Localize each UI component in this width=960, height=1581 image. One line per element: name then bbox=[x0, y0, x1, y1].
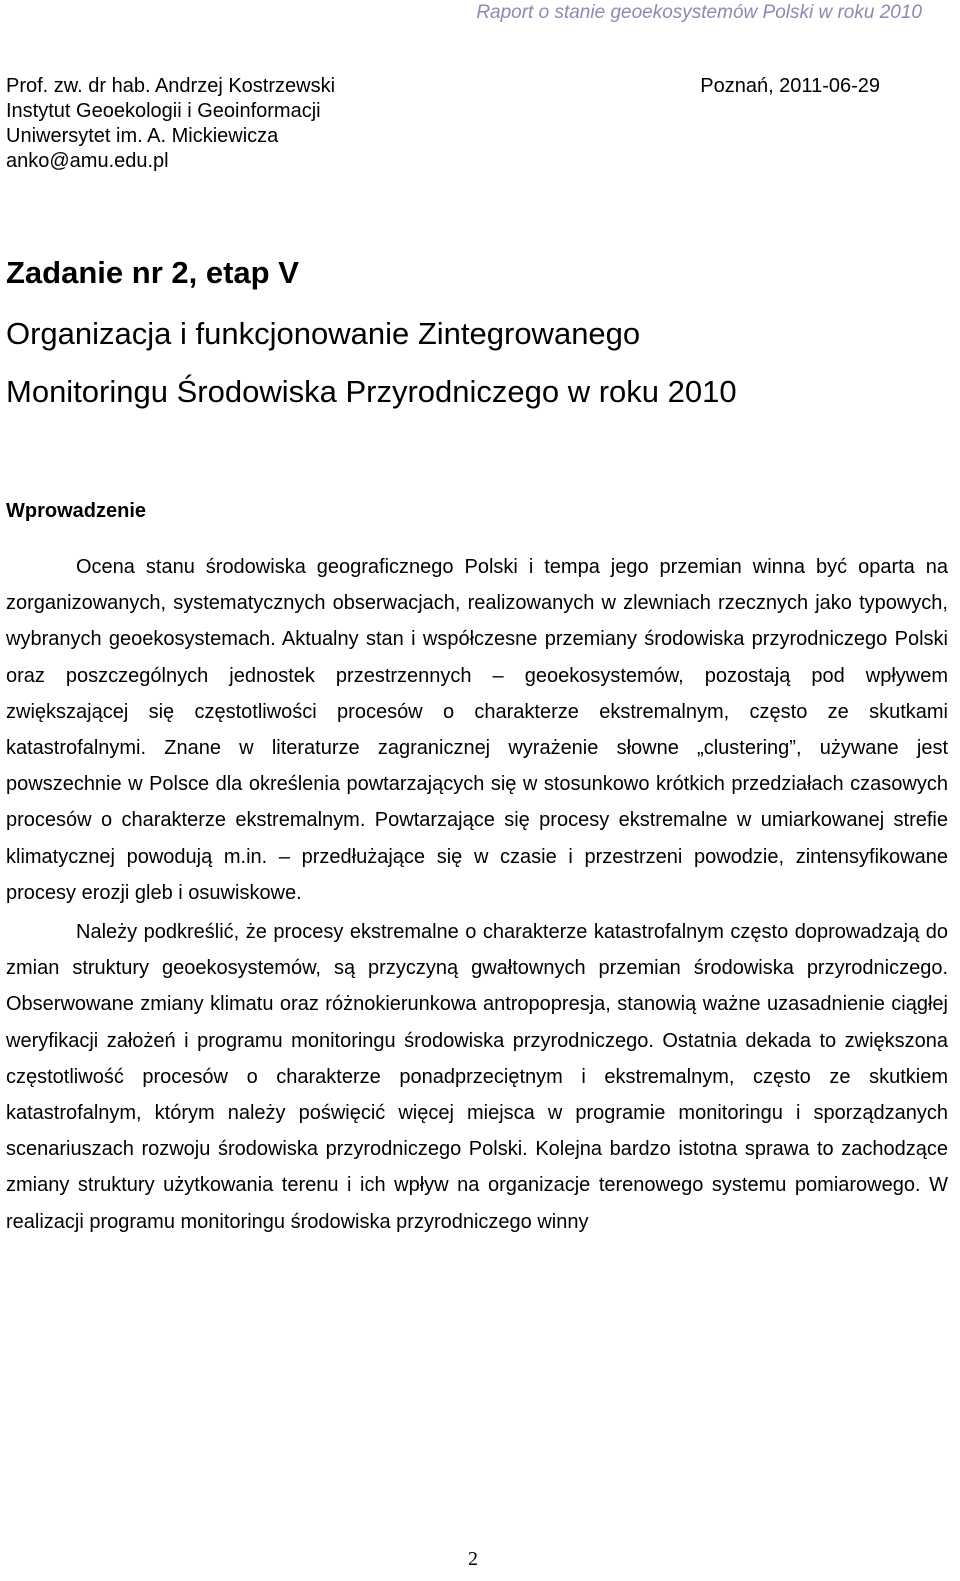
author-institute: Instytut Geoekologii i Geoinformacji bbox=[6, 100, 321, 122]
subtitle-line-1: Organizacja i funkcjonowanie Zintegrowanego bbox=[6, 316, 641, 351]
running-header: Raport o stanie geoekosystemów Polski w roku 2010 bbox=[476, 2, 922, 23]
paragraph-1: Ocena stanu środowiska geograficznego Polski i tempa jego przemian winna być oparta na zorganizowanych, systematycznych obserwacjach, realizowanych w zlewniach rzecznych jako typowych, wybranych geoekosystemach. Aktualny stan i współczesne przemiany środowiska przyrodniczego Polski oraz poszczególnych jednostek przestrzennych – geoekosystemów, pozostają pod wpływem zwiększającej się częstotliwości procesów o charakterze ekstremalnym, często ze skutkami katastrofalnymi. Znane w literaturze zagranicznej wyrażenie słowne „clustering”, używane jest powszechnie w Polsce dla określenia powtarzających się w stosunkowo krótkich przedziałach czasowych procesów o charakterze ekstremalnym. Powtarzające się procesy ekstremalne w umiarkowanej strefie klimatycznej powodują m.in. – przedłużające się w czasie i przestrzeni powodzie, zintensyfikowane procesy erozji gleb i osuwiskowe. bbox=[6, 556, 948, 904]
subtitle-line-2: Monitoringu Środowiska Przyrodniczego w roku 2010 bbox=[6, 374, 737, 409]
section-heading: Wprowadzenie bbox=[6, 500, 147, 522]
author-name: Prof. zw. dr hab. Andrzej Kostrzewski bbox=[6, 75, 336, 97]
page-number: 2 bbox=[468, 1548, 478, 1570]
paragraph-2: Należy podkreślić, że procesy ekstremalne o charakterze katastrofalnym często doprowadzają do zmian struktury geoekosystemów, są przyczyną gwałtownych przemian środowiska przyrodniczego. Obserwowane zmiany klimatu oraz różnokierunkowa antropopresja, stanowią ważne uzasadnienie ciągłej weryfikacji założeń i programu monitoringu środowiska przyrodniczego. Ostatnia dekada to zwiększona częstotliwość procesów o charakterze ponadprzeciętnym i ekstremalnym, często ze skutkiem katastrofalnym, którym należy poświęcić więcej miejsca w programie monitoringu i sporządzanych scenariuszach rozwoju środowiska przyrodniczego Polski. Kolejna bardzo istotna sprawa to zachodzące zmiany struktury użytkowania terenu i ich wpływ na organizacje terenowego systemu pomiarowego. W realizacji programu monitoringu środowiska przyrodniczego winny bbox=[6, 921, 948, 1233]
author-university: Uniwersytet im. A. Mickiewicza bbox=[6, 125, 279, 147]
task-title: Zadanie nr 2, etap V bbox=[6, 255, 299, 290]
place-date: Poznań, 2011-06-29 bbox=[700, 75, 880, 97]
author-email: anko@amu.edu.pl bbox=[6, 150, 169, 172]
author-block bbox=[6, 74, 335, 174]
section-body bbox=[6, 549, 948, 1240]
